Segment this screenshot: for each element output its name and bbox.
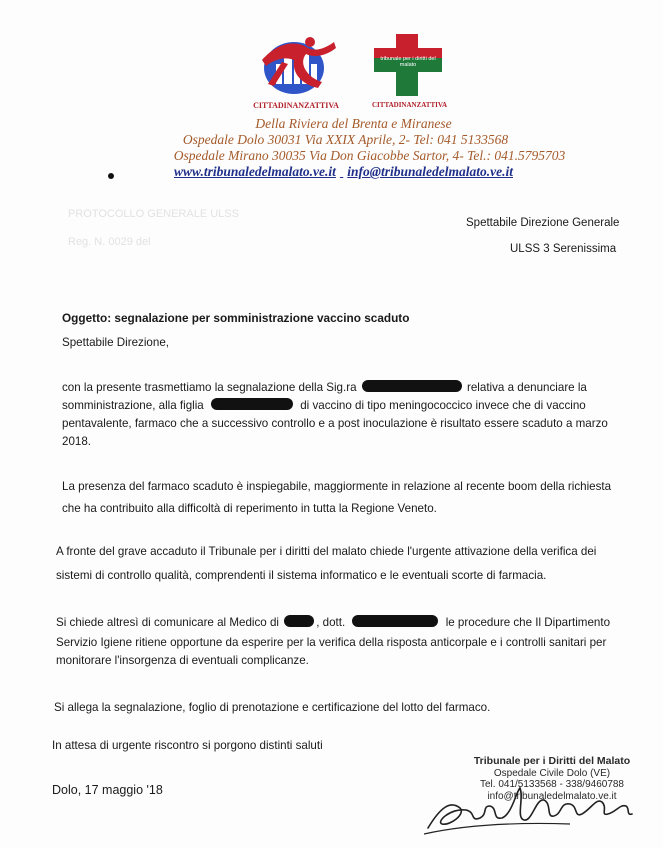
p1-line2: somministrazione, alla figlia di vaccino di tipo meningococcico invece che di vaccino — [62, 399, 586, 412]
handwritten-signature — [420, 778, 640, 838]
faint-protocol-line2: Reg. N. 0029 del — [68, 236, 151, 248]
redaction-medico — [284, 615, 314, 627]
p4-line2: Servizio Igiene ritiene opportune da esperire per la verifica della risposta anticorpale e i controlli sanitari per — [56, 636, 607, 649]
p4-line3: monitorare l'insorgenza di eventuali complicanze. — [56, 654, 309, 667]
redaction-daughter — [211, 398, 293, 410]
letterhead-line1: Della Riviera del Brenta e Miranese — [255, 116, 452, 131]
redaction-name — [362, 380, 462, 392]
letter-salutation: Spettabile Direzione, — [62, 336, 169, 349]
stamp-line3: info@tribunaledelmalato.ve.it — [487, 790, 617, 802]
stamp-title: Tribunale per i Diritti del Malato — [473, 755, 631, 767]
p4-line1: Si chiede altresì di comunicare al Medico di , dott. le procedure che Il Dipartimento — [56, 616, 611, 629]
running-figure-icon — [248, 34, 344, 98]
letter-subject: Oggetto: segnalazione per somministrazione vaccino scaduto — [62, 311, 410, 325]
logo-right-caption: CITTADINANZATTIVA — [372, 101, 448, 109]
faint-protocol-line1: PROTOCOLLO GENERALE ULSS — [68, 208, 239, 220]
recipient-line1: Spettabile Direzione Generale — [466, 217, 620, 229]
website-link[interactable]: www.tribunaledelmalato.ve.it — [174, 164, 336, 179]
tribunale-diritti-malato-logo — [372, 34, 448, 112]
p1-line1: con la presente trasmettiamo la segnalazione della Sig.ra relativa a denunciare la — [62, 381, 587, 394]
letter-closing: In attesa di urgente riscontro si porgono distinti saluti — [52, 739, 323, 752]
p3-line1: A fronte del grave accaduto il Tribunale per i diritti del malato chiede l'urgente attivazione della verifica dei — [56, 545, 597, 558]
p3-line2: sistemi di controllo qualità, comprendenti il sistema informatico e le eventuali scorte di farmacia. — [56, 569, 547, 582]
p2-line1: La presenza del farmaco scaduto è inspiegabile, maggiormente in relazione al recente boom della richiesta — [62, 480, 612, 493]
stray-dot — [108, 173, 114, 179]
redaction-doctor-name — [352, 615, 438, 627]
p2-line2: che ha contribuito alla difficoltà di reperimento in tutta la Regione Veneto. — [62, 502, 437, 515]
p1-line3: pentavalente, farmaco che a successivo controllo e a post inoculazione è risultato essere scaduto a marzo — [62, 417, 608, 430]
logo-right-inner-text: tribunale per i diritti del malato — [380, 56, 436, 68]
cittadinanzattiva-logo — [248, 34, 344, 112]
p5-line: Si allega la segnalazione, foglio di prenotazione e certificazione del lotto del farmaco. — [54, 701, 491, 714]
logo-left-caption: CITTADINANZATTIVA — [253, 101, 339, 110]
letterhead-line2: Ospedale Dolo 30031 Via XXIX Aprile, 2- Tel: 041 5133568 — [182, 132, 509, 147]
stamp-line1: Ospedale Civile Dolo (VE) — [493, 767, 611, 779]
recipient-line2: ULSS 3 Serenissima — [510, 243, 617, 255]
letterhead-line3: Ospedale Mirano 30035 Via Don Giacobbe Sartor, 4- Tel.: 041.5795703 — [173, 148, 566, 163]
email-link[interactable]: info@tribunaledelmalato.ve.it — [347, 164, 513, 179]
place-date: Dolo, 17 maggio '18 — [52, 783, 163, 797]
p1-line4: 2018. — [62, 435, 92, 448]
stamp-line2: Tel. 041/5133568 - 338/9460788 — [479, 779, 624, 790]
